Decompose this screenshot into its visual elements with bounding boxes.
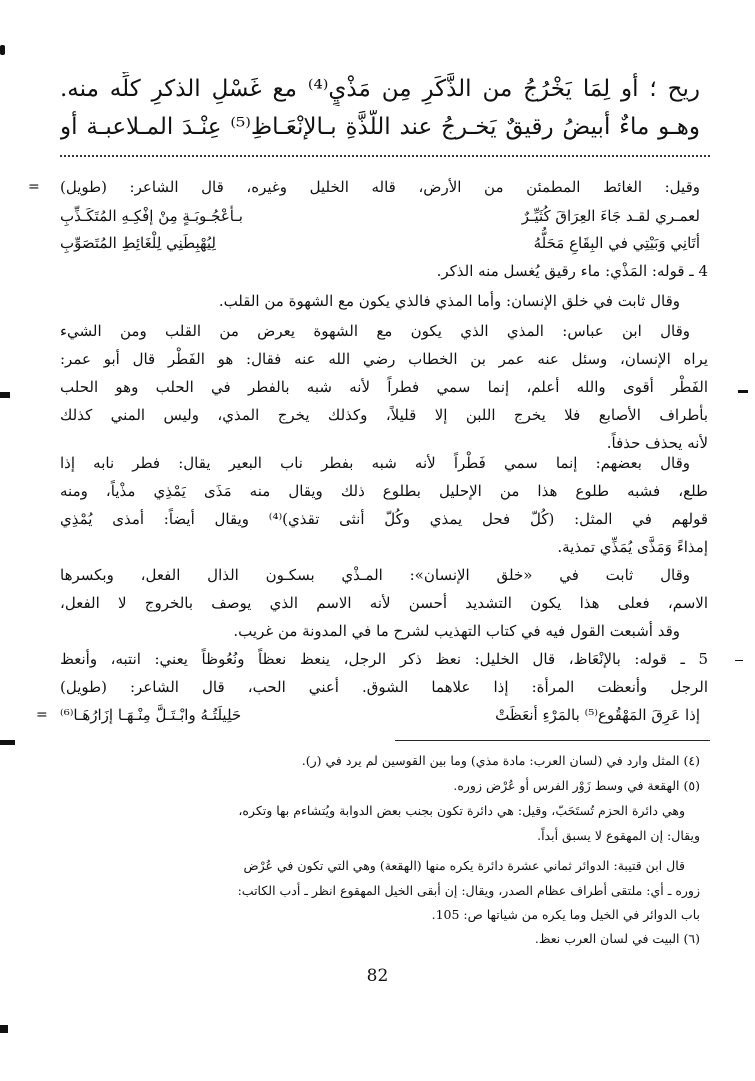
verse-1-second-half: بـأعْجُـوبَـةٍ مِنْ إفْكِـهِ المُتَكَـذِّبِ <box>60 207 243 225</box>
footnote: ويقال: إن المهقوع لا يسبق أبداً. <box>537 828 700 843</box>
commentary-line: الاسم، فعلى هذا يكون التشديد أحسن لأنه الاسم الذي يوصف بالخروج لا الفعل، <box>60 594 708 612</box>
continuation-mark: = <box>36 707 48 723</box>
main-text-line-1: ريح ؛ أو لِمَا يَخْرُجُ من الذَّكَرِ مِن مَذْيٍ⁽⁴⁾ مع غَسْلِ الذكرِ كلِّه منه. <box>60 76 700 102</box>
commentary-line: قولهم في المثل: (كُلّ فحل يمذي وكُلّ أنثى تقذي)⁽⁴⁾ ويقال أيضاً: أمذى يُمْذِي <box>60 510 708 528</box>
footnote: (٤) المثل وارد في (لسان العرب: مادة مذي) وما بين القوسين لم يرد في (ر). <box>301 753 700 768</box>
commentary-line: وقد أشبعت القول فيه في كتاب التهذيب لشرح ما في المدونة من غريب. <box>233 622 680 640</box>
commentary-line: طلع، فشبه طلوع هذا من الإحليل بطلوع ذلك ويقال منه مَذَى يَمْذِي مذْياً، ومنه <box>60 482 708 500</box>
commentary-line: الرجل وأنعظت المرأة: إذا علاهما الشوق. أعني الحب، قال الشاعر: (طويل) <box>60 678 708 696</box>
verse-2-first-half: أتَانِي وَبَيْتِي في البِقَاعِ مَحَلُّهُ <box>533 234 700 252</box>
scan-edge-mark <box>738 390 748 393</box>
scan-edge-mark <box>0 392 10 398</box>
scan-edge-mark <box>735 660 743 661</box>
commentary-line: 5 ـ قوله: بالإنْعَاظ، قال الخليل: نعظ ذكر الرجل، ينعظ نعظاً ونُعُوظاً يعني: انتبه، وأنعظ <box>60 650 708 668</box>
verse-3-second-half: حَلِيلَتُـهُ وابْـتَـلَّ مِنْـهَـا إزَارُهَـا⁽⁶⁾ <box>60 706 242 724</box>
footnote: (٦) البيت في لسان العرب نعظ. <box>534 931 700 946</box>
footnote: زوره ـ أي: ملتقى أطراف عظام الصدر، ويقال: إن أبقى الخيل المهقوع انظر ـ أدب الكاتب: <box>237 883 700 898</box>
scan-edge-mark <box>0 1025 8 1033</box>
commentary-line: وقال ابن عباس: المذي الذي يكون مع الشهوة يعرض من القلب ومن الشيء <box>60 322 690 340</box>
commentary-line: الفَطْر أقوى والله أعلم، إنما سمي فطراً لأنه شبه بالفطر في الحلب وهو الحلب <box>60 378 708 396</box>
commentary-line: 4 ـ قوله: المَذْي: ماء رقيق يُغسل منه الذكر. <box>436 262 708 280</box>
commentary-line: بأطراف الأصابع فلا يخرج اللبن إلا قليلاً، وكذلك يخرج المذي، وليس المني كذلك <box>60 406 708 424</box>
page-number: 82 <box>366 966 389 986</box>
scan-edge-mark <box>0 740 15 745</box>
footnote: قال ابن قتيبة: الدوائر ثماني عشرة دائرة يكره منها (الهقعة) وهي التي تكون في عُرْض <box>243 858 685 873</box>
verse-1-first-half: لعمـري لقـد جَاءَ العِرَاقَ كُثَيِّـرٌ <box>521 207 700 225</box>
verse-3-first-half: إذا عَرِقَ المَهْقُوع⁽⁵⁾ بالمَرْءِ أنعَظَتْ <box>495 706 700 724</box>
main-text-line-2: وهـو ماءٌ أبيضُ رقيقٌ يَخـرجُ عند اللَّذَّةِ بـالإنْعَـاظِ⁽⁵⁾ عِنْـدَ المـلاعبـة أو <box>60 114 700 140</box>
commentary-line: لأنه يحذف حذفاً. <box>606 434 708 452</box>
commentary-line: وقال بعضهم: إنما سمي فَطْراً لأنه شبه بفطر ناب البعير يقال: فطر نابه إذا <box>60 454 690 472</box>
footnote: (٥) الهقعة في وسط زَوْر الفرس أو عُرْض زوره. <box>453 778 700 793</box>
commentary-line: وقال ثابت في «خلق الإنسان»: المـذْي بسكـون الذال الفعل، وبكسرها <box>60 566 690 584</box>
commentary-line: يراه الإنسان، وسئل عنه عمر بن الخطاب رضي الله عنه فقال: هو الفَطْر قال أبو عمر: <box>60 350 708 368</box>
commentary-line: إمذاءً وَمَذَّى يُمَذِّي تمذية. <box>557 538 708 556</box>
footnote-separator <box>395 740 710 741</box>
scan-edge-mark <box>0 45 5 55</box>
footnote: وهي دائرة الحزم تُستَحَبّ، وقيل: هي دائرة تكون بجنب بعض الدوابة ويُتشاءم بها وتكره، <box>238 803 685 818</box>
commentary-line: وقيل: الغائط المطمئن من الأرض، قاله الخليل وغيره، قال الشاعر: (طويل) <box>60 178 700 196</box>
dotted-separator <box>60 155 710 159</box>
commentary-line: وقال ثابت في خلق الإنسان: وأما المذي فالذي يكون مع الشهوة من القلب. <box>218 292 680 310</box>
continuation-mark: = <box>28 179 40 195</box>
footnote: باب الدوائر في الخيل وما يكره من شياتها ص: 105. <box>431 907 700 922</box>
verse-2-second-half: لِيُهْبِطَنِي لِلْغَائِطِ المُتَصَوِّبِ <box>60 234 216 252</box>
